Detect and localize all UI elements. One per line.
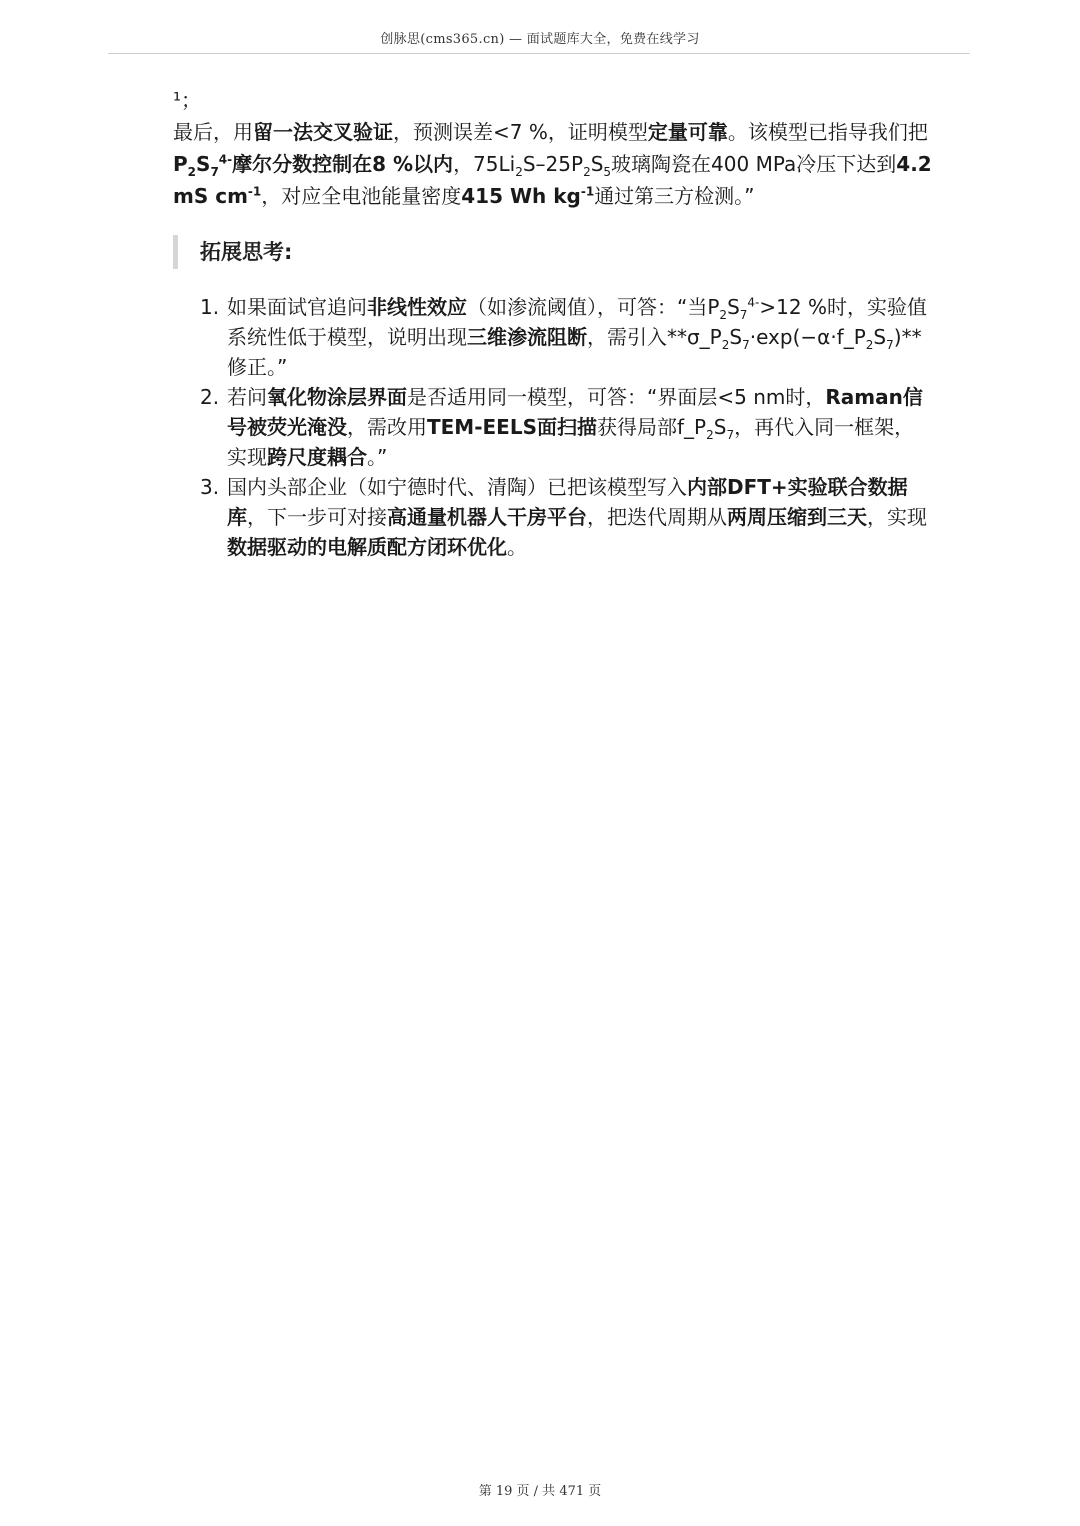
list-item xyxy=(200,292,930,382)
subscript: 5 xyxy=(603,165,612,179)
subscript: 2 xyxy=(187,165,197,179)
page-header: 创脉思(cms365.cn) — 面试题库大全，免费在线学习 xyxy=(380,32,700,47)
list-item xyxy=(200,472,930,562)
numbered-list xyxy=(200,292,930,562)
value-run: 415 Wh kg xyxy=(461,184,581,208)
subscript: 7 xyxy=(886,338,894,352)
text-run: S xyxy=(590,152,604,176)
list-item xyxy=(200,382,930,472)
text-run: S xyxy=(727,295,740,319)
text-run: )**修正。” xyxy=(227,325,922,379)
text-run: S xyxy=(729,325,743,349)
bold-run: Raman信号被荧光淹没 xyxy=(227,385,923,439)
header-divider xyxy=(108,53,970,54)
bold-run: TEM-EELS面扫描 xyxy=(427,415,597,439)
text-run: 。 xyxy=(507,535,527,559)
bold-run: 高通量机器人干房平台 xyxy=(387,505,587,529)
text-run: ，需引入**σ_P xyxy=(587,325,722,349)
text-run: 玻璃陶瓷在400 MPa冷压下达到 xyxy=(611,152,897,176)
section-extended-thinking xyxy=(173,233,933,269)
text-run: 若问 xyxy=(227,385,267,409)
subscript: 7 xyxy=(210,165,219,179)
bold-run: 定量可靠 xyxy=(647,120,728,144)
text-run: （如渗流阈值），可答：“当P xyxy=(467,295,720,319)
text-run: S xyxy=(873,325,887,349)
bold-run: 跨尺度耦合 xyxy=(267,445,367,469)
bold-run xyxy=(461,184,594,208)
text-run: ，把迭代周期从 xyxy=(587,505,727,529)
subscript: 2 xyxy=(721,338,730,352)
text-run: ，需改用 xyxy=(347,415,427,439)
text-run: ，预测误差<7 %，证明模型 xyxy=(393,120,648,144)
formula-run: S xyxy=(196,152,211,176)
page-footer: 第 19 页 / 共 471 页 xyxy=(478,1484,602,1499)
footnote-line: ¹； xyxy=(173,88,202,112)
text-run: ，下一步可对接 xyxy=(247,505,387,529)
bold-run: 三维渗流阻断 xyxy=(467,325,587,349)
value-run: 4.2 mS cm xyxy=(173,152,932,208)
subscript: 7 xyxy=(739,308,748,322)
subscript: 2 xyxy=(719,308,728,322)
body-content xyxy=(173,84,933,212)
text-run: 通过第三方检测。” xyxy=(594,184,755,208)
text-run: ，75Li xyxy=(453,152,516,176)
text-run: 如果面试官追问 xyxy=(227,295,367,319)
list-number: 2. xyxy=(200,385,220,409)
superscript: 4- xyxy=(218,152,233,167)
bold-run: 留一法交叉验证 xyxy=(253,120,393,144)
bold-run: 内部DFT+实验联合数据库 xyxy=(227,475,908,529)
body-paragraph xyxy=(173,116,933,212)
text-run: S xyxy=(713,415,727,439)
subscript: 2 xyxy=(515,165,523,179)
superscript: -1 xyxy=(247,184,262,199)
quote-bar xyxy=(173,235,178,269)
text-run: S–25P xyxy=(522,152,584,176)
text-run: 是否适用同一模型，可答：“界面层<5 nm时， xyxy=(407,385,826,409)
list-number: 3. xyxy=(200,475,220,499)
text-run: 。” xyxy=(367,445,388,469)
section-title: 拓展思考: xyxy=(200,240,293,264)
bold-run: 非线性效应 xyxy=(367,295,467,319)
subscript: 7 xyxy=(726,428,735,442)
subscript: 2 xyxy=(583,165,591,179)
text-run: 最后，用 xyxy=(173,120,253,144)
superscript: -1 xyxy=(580,184,595,199)
subscript: 2 xyxy=(865,338,874,352)
text-run: ，实现 xyxy=(867,505,927,529)
text-run: ·exp(−α·f_P xyxy=(749,325,866,349)
bold-run xyxy=(173,152,454,179)
bold-run: 氧化物涂层界面 xyxy=(267,385,407,409)
superscript: 4- xyxy=(747,295,760,310)
text-run: 。该模型已指导我们把 xyxy=(727,120,928,144)
subscript: 2 xyxy=(706,428,714,442)
bold-run: 数据驱动的电解质配方闭环优化 xyxy=(227,535,507,559)
formula-run: 摩尔分数控制在8 %以内 xyxy=(232,152,454,176)
text-run: 国内头部企业（如宁德时代、清陶）已把该模型写入 xyxy=(227,475,687,499)
text-run: 获得局部f_P xyxy=(596,415,707,439)
text-run: ，对应全电池能量密度 xyxy=(261,184,462,208)
text-run: >12 %时，实验值系统性低于模型，说明出现 xyxy=(227,295,927,349)
list-number: 1. xyxy=(200,295,220,319)
text-run: ，再代入同一框架，实现 xyxy=(227,415,915,469)
formula-run: P xyxy=(173,152,188,176)
bold-run: 两周压缩到三天 xyxy=(727,505,867,529)
subscript: 7 xyxy=(742,338,750,352)
